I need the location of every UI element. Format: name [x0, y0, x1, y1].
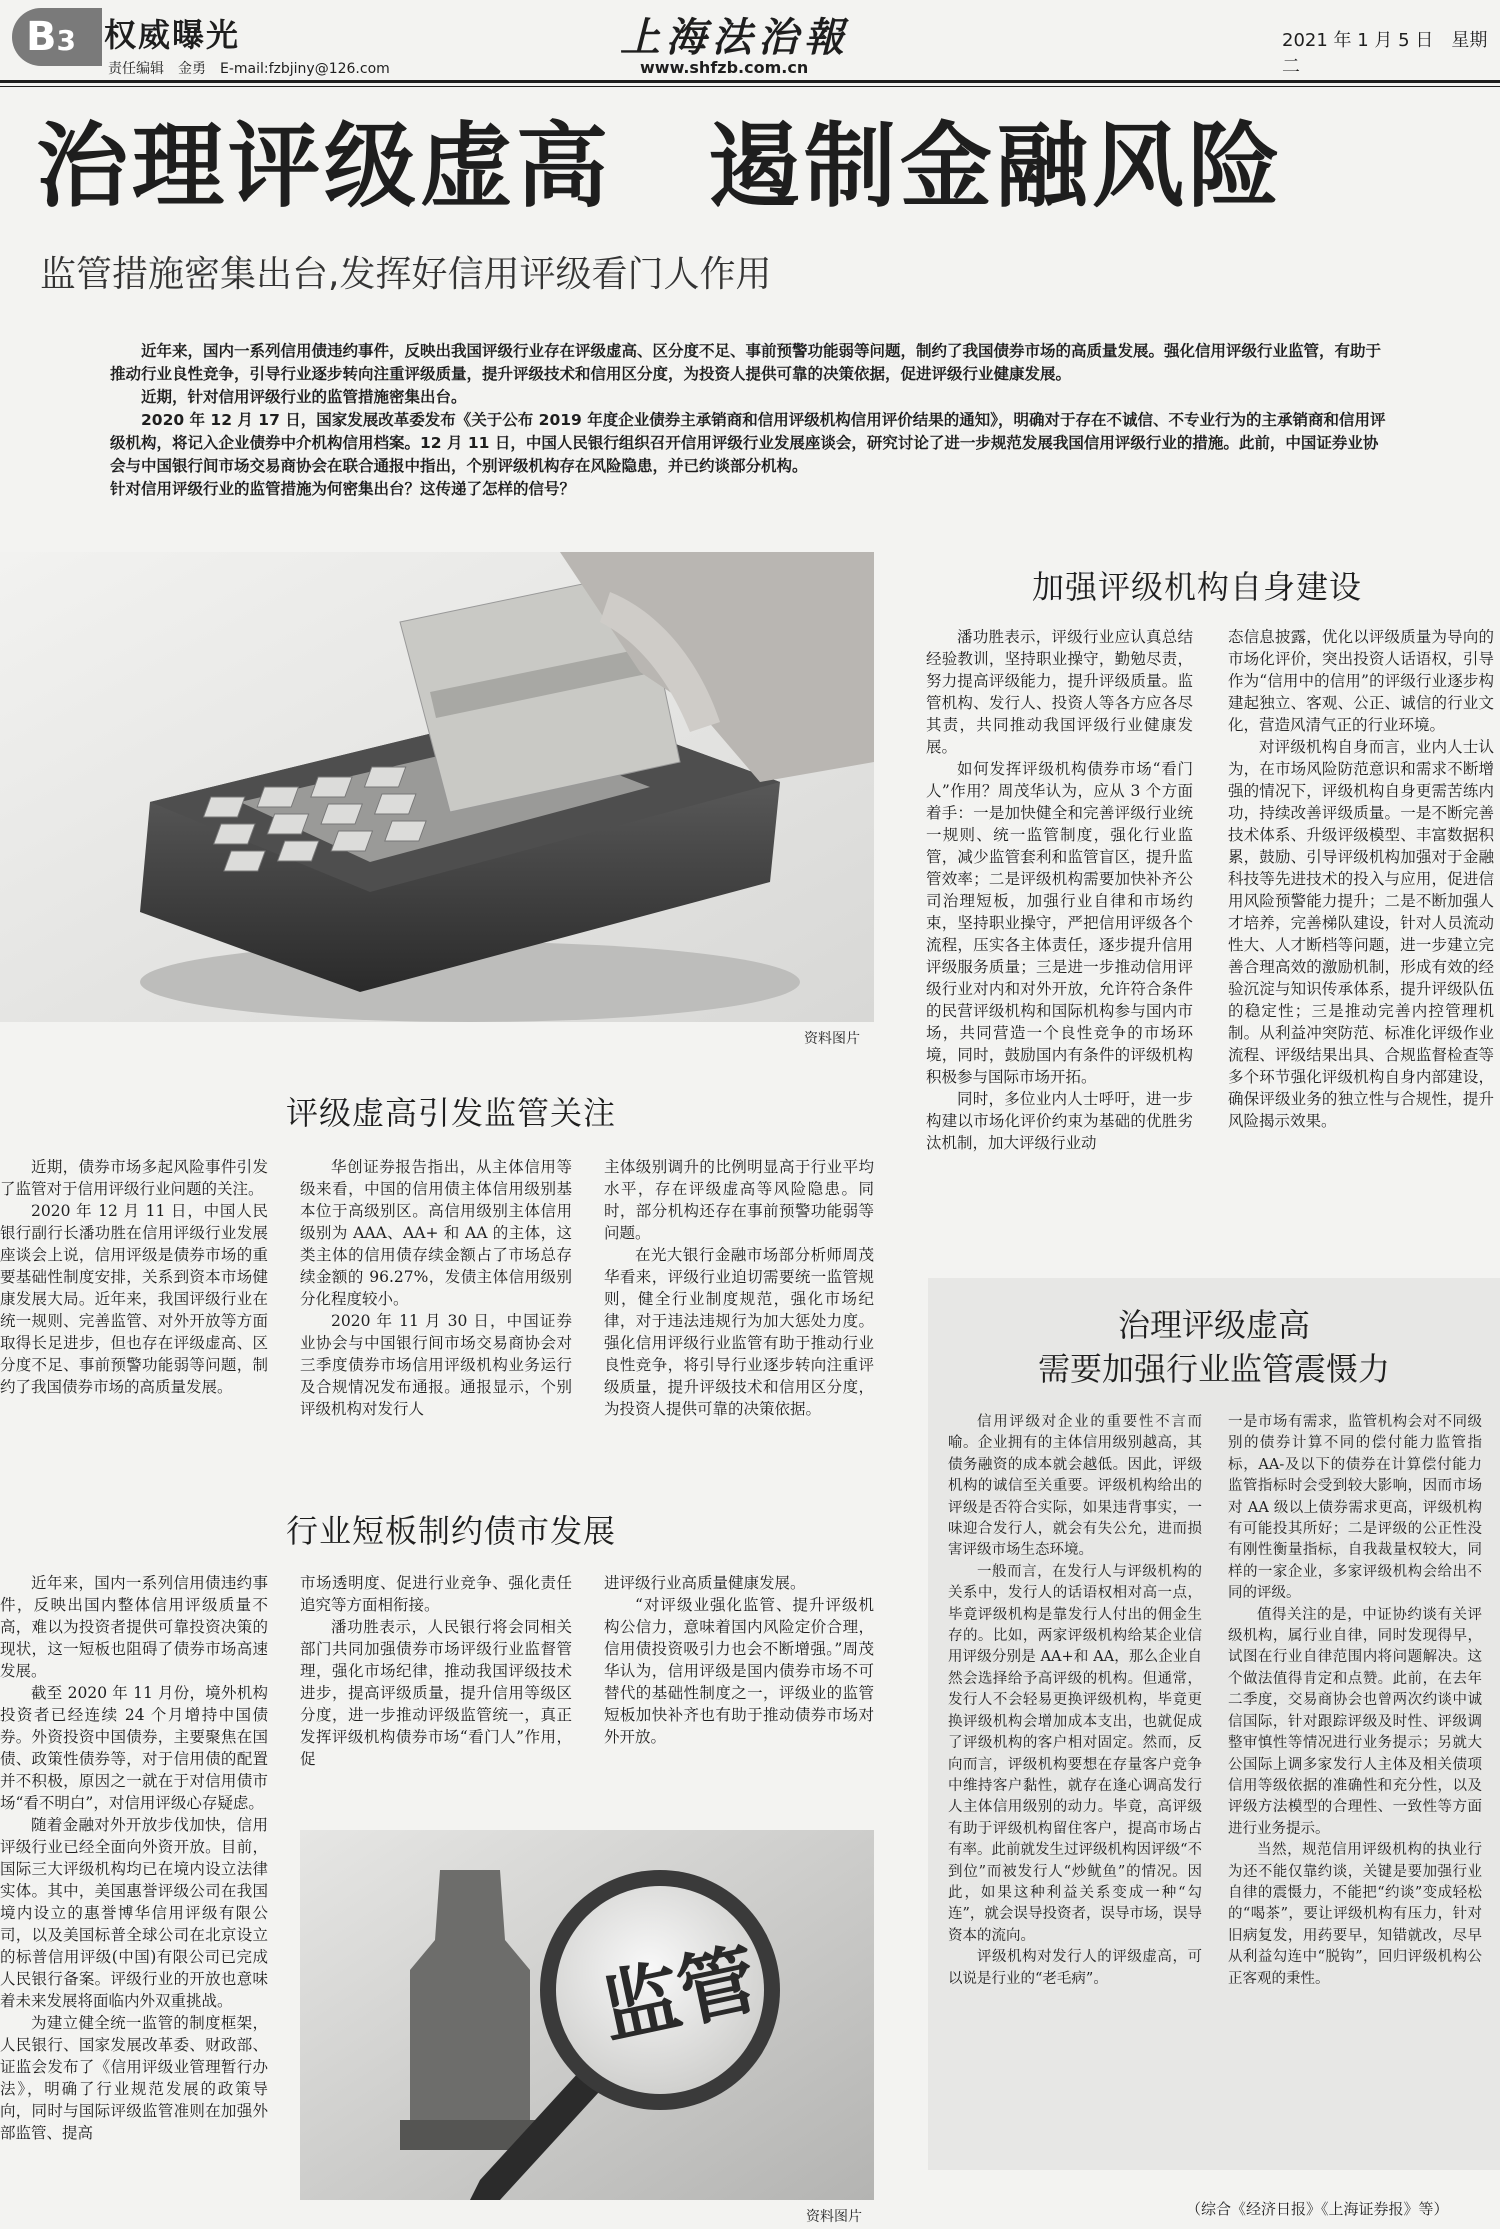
- s1-column-2: [300, 1156, 572, 1420]
- intro-paragraph: 2020 年 12 月 17 日，国家发展改革委发布《关于公布 2019 年度企业债券主承销商和信用评级机构信用评价结果的通知》，明确对于存在不诚信、不专业行为的主承销商和信用评级机构，将记入企业债券中介机构信用档案。12 月 11 日，中国人民银行组织召开信用评级行业发展座谈会，研究讨论了进一步规范发展我国信用评级行业的措施。此前，中国证券业协会与中国银行间市场交易商协会在联合通报中指出，个别评级机构存在风险隐患，并已约谈部分机构。: [110, 411, 1386, 475]
- section-name: 权威曝光: [104, 16, 241, 54]
- commentary-paragraph: 一般而言，在发行人与评级机构的关系中，发行人的话语权相对高一点，毕竟评级机构是靠发行人付出的佣金生存的。比如，两家评级机构给某企业信用评级分别是 AA+和 AA，那么企业自然会选择给予高评级的机构。但通常，发行人不会轻易更换评级机构，毕竟更换评级机构会增加成本支出，也就促成了评级机构的客户相对固定。然而，反向而言，评级机构要想在存量客户竞争中维持客户黏性，就存在逢心调高发行人主体信用级别的动力。毕竟，高评级有助于评级机构留住客户，提高市场占有率。此前就发生过评级机构因评级“不到位”而被发行人“炒鱿鱼”的情况。因此，如果这种利益关系变成一种“勾连”，就会误导投资者，误导市场，误导资本的流向。: [948, 1563, 1202, 1944]
- s2-column-1: [0, 1572, 268, 2144]
- s2-paragraph: 潘功胜表示，人民银行将会同相关部门共同加强债券市场评级行业监督管理，强化市场纪律，推动我国评级技术进步，提高评级质量，提升信用等级区分度，进一步推动评级监管统一，真正发挥评级机构债券市场“看门人”作用，促: [300, 1618, 572, 1768]
- s3-column-1: [926, 626, 1193, 1154]
- s1-paragraph: 近期，债券市场多起风险事件引发了监管对于信用评级行业问题的关注。: [0, 1158, 268, 1198]
- photo2-caption: 资料图片: [806, 2209, 862, 2225]
- editor-line: 责任编辑 金勇 E-mail:fzbjiny@126.com: [108, 61, 390, 77]
- s1-paragraph: 2020 年 12 月 11 日，中国人民银行副行长潘功胜在信用评级行业发展座谈会上说，信用评级是债券市场的重要基础性制度安排，关系到资本市场健康发展大局。近年来，我国评级行业在统一规则、完善监管、对外开放等方面取得长足进步，但也存在评级虚高、区分度不足、事前预警功能弱等问题，制约了我国债券市场的高质量发展。: [0, 1202, 268, 1396]
- intro-paragraph: 针对信用评级行业的监管措施为何密集出台？这传递了怎样的信号？: [110, 480, 576, 498]
- section-title-shortcomings: 行业短板制约债市发展: [286, 1512, 617, 1550]
- s2-column-2: [300, 1572, 572, 1770]
- s3-paragraph: 如何发挥评级机构债券市场“看门人”作用？周茂华认为，应从 3 个方面着手：一是加快健全和完善评级行业统一规则、统一监管制度，强化行业监管，减少监管套利和监管盲区，提升监管效率；二是评级机构需要加快补齐公司治理短板，加强行业自律和市场约束，坚持职业操守，严把信用评级各个流程，压实各主体责任，逐步提升信用评级服务质量；三是进一步推动信用评级行业对内和对外开放，允许符合条件的民营评级机构和国际机构参与国内市场，共同营造一个良性竞争的市场环境，同时，鼓励国内有条件的评级机构积极参与国际市场开拓。: [926, 760, 1193, 1086]
- commentary-box: [928, 1278, 1500, 2170]
- paper-logo: 上海法治報: [620, 14, 850, 61]
- s2-paragraph: 近年来，国内一系列信用债违约事件，反映出国内整体信用评级质量不高，难以为投资者提供可靠投资决策的现状，这一短板也阻碍了债券市场高速发展。: [0, 1574, 268, 1680]
- s2-paragraph: 截至 2020 年 11 月份，境外机构投资者已经连续 24 个月增持中国债券。外资投资中国债券，主要聚焦在国债、政策性债券等，对于信用债的配置并不积极，原因之一就在于对信用债市场“看不明白”，对信用评级心存疑虑。: [0, 1684, 268, 1812]
- s2-paragraph: 为建立健全统一监管的制度框架，人民银行、国家发展改革委、财政部、证监会发布了《信用评级业管理暂行办法》，明确了行业规范发展的政策导向，同时与国际评级监管准则在加强外部监管、提高: [0, 2014, 268, 2142]
- paper-url: www.shfzb.com.cn: [640, 58, 809, 77]
- headline: 治理评级虚高 遏制金融风险: [36, 113, 1285, 220]
- page-letter: B: [26, 14, 57, 60]
- s2-column-3: [604, 1572, 874, 1748]
- s2-paragraph: 随着金融对外开放步伐加快，信用评级行业已经全面向外资开放。目前，国际三大评级机构均已在境内设立法律实体。其中，美国惠誉评级公司在我国境内设立的惠誉博华信用评级有限公司，以及美国标普全球公司在北京设立的标普信用评级(中国)有限公司已完成人民银行备案。评级行业的开放也意味着未来发展将面临内外双重挑战。: [0, 1816, 268, 2010]
- source-note: （综合《经济日报》《上海证券报》等）: [1186, 2200, 1449, 2218]
- intro-text: [110, 340, 1392, 501]
- s2-paragraph: 市场透明度、促进行业竞争、强化责任追究等方面相衔接。: [300, 1574, 572, 1614]
- page-number-badge: [12, 8, 102, 66]
- s1-paragraph: 在光大银行金融市场部分析师周茂华看来，评级行业迫切需要统一监管规则，健全行业制度规范，强化市场纪律，对于违法违规行为加大惩处力度。强化信用评级行业监管有助于推动行业良性竞争，将引导行业逐步转向注重评级质量，提升评级技术和信用区分度，为投资人提供可靠的决策依据。: [604, 1246, 874, 1418]
- subheadline: 监管措施密集出台,发挥好信用评级看门人作用: [40, 254, 772, 295]
- masthead-rule: [0, 80, 1500, 83]
- magnifier-illustration: [300, 1830, 874, 2200]
- commentary-paragraph: 值得关注的是，中证协约谈有关评级机构，属行业自律，同时发现得早，试图在行业自律范围内将问题解决。这个做法值得肯定和点赞。此前，在去年二季度，交易商协会也曾两次约谈中诚信国际，针对跟踪评级及时性、评级调整审慎性等情况进行业务提示；另就大公国际上调多家发行人主体及相关债项信用等级依据的准确性和充分性，以及评级方法模型的合理性、一致性等方面进行业务提示。: [1228, 1606, 1482, 1837]
- commentary-paragraph: 评级机构对发行人的评级虚高，可以说是行业的“老毛病”。: [948, 1949, 1202, 1987]
- photo1-caption: 资料图片: [804, 1031, 860, 1047]
- commentary-paragraph: 信用评级对企业的重要性不言而喻。企业拥有的主体信用级别越高，其债务融资的成本就会越低。因此，评级机构的诚信至关重要。评级机构给出的评级是否符合实际，如果违背事实，一味迎合发行人，就会有失公允，进而损害评级市场生态环境。: [948, 1414, 1202, 1559]
- magnifier-photo: [300, 1830, 874, 2200]
- commentary-column-2: [1228, 1412, 1482, 1990]
- section-title-strengthen: 加强评级机构自身建设: [1032, 568, 1363, 606]
- card-terminal-photo: [0, 552, 874, 1022]
- commentary-column-1: [948, 1412, 1202, 1990]
- s3-paragraph: 同时，多位业内人士呼吁，进一步构建以市场化评价约束为基础的优胜劣汰机制，加大评级行业动: [926, 1090, 1193, 1152]
- s3-paragraph: 对评级机构自身而言，业内人士认为，在市场风险防范意识和需求不断增强的情况下，评级机构自身更需苦练内功，持续改善评级质量。一是不断完善技术体系、升级评级模型、丰富数据积累，鼓励、引导评级机构加强对于金融科技等先进技术的投入与应用，促进信用风险预警能力提升；二是不断加强人才培养，完善梯队建设，针对人员流动性大、人才断档等问题，进一步建立完善合理高效的激励机制，形成有效的经验沉淀与知识传承体系，提升评级队伍的稳定性；三是推动完善内控管理机制。从利益冲突防范、标准化评级作业流程、评级结果出具、合规监督检查等多个环节强化评级机构自身内部建设，确保评级业务的独立性与合规性，提升风险揭示效果。: [1228, 738, 1494, 1130]
- magnifier-sign-text: 监管: [593, 1934, 766, 2056]
- s3-column-2: [1228, 626, 1494, 1132]
- intro-paragraph: 近期，针对信用评级行业的监管措施密集出台。: [141, 388, 467, 406]
- page-num: 3: [56, 24, 76, 57]
- intro-paragraph: 近年来，国内一系列信用债违约事件，反映出我国评级行业存在评级虚高、区分度不足、事前预警功能弱等问题，制约了我国债券市场的高质量发展。强化信用评级行业监管，有助于推动行业良性竞争，引导行业逐步转向注重评级质量，提升评级技术和信用区分度，为投资人提供可靠的决策依据，促进评级行业健康发展。: [110, 342, 1382, 383]
- commentary-title-line1: 治理评级虚高: [1117, 1306, 1310, 1344]
- publication-date: 2021 年 1 月 5 日 星期二: [1282, 30, 1488, 77]
- commentary-paragraph: 一是市场有需求，监管机构会对不同级别的债券计算不同的偿付能力监管指标，AA-及以下的债券在计算偿付能力监管指标时会受到较大影响，因而市场对 AA 级以上债券需求更高，评级机构有可能投其所好；二是评级的公正性没有刚性衡量指标，自我裁量权较大，同样的一家企业，多家评级机构会给出不同的评级。: [1228, 1414, 1482, 1602]
- s3-paragraph: 潘功胜表示，评级行业应认真总结经验教训，坚持职业操守，勤勉尽责，努力提高评级能力，提升评级质量。监管机构、发行人、投资人等各方应各尽其责，共同推动我国评级行业健康发展。: [926, 628, 1193, 756]
- commentary-paragraph: 当然，规范信用评级机构的执业行为还不能仅靠约谈，关键是要加强行业自律的震慑力，不能把“约谈”变成轻松的“喝茶”，要让评级机构有压力，针对旧病复发，用药要早，知错就改，尽早从利益勾连中“脱钩”，回归评级机构公正客观的秉性。: [1228, 1842, 1482, 1987]
- s1-column-3: [604, 1156, 874, 1420]
- s3-paragraph: 态信息披露，优化以评级质量为导向的市场化评价，突出投资人话语权，引导作为“信用中的信用”的评级行业逐步构建起独立、客观、公正、诚信的行业文化，营造风清气正的行业环境。: [1228, 628, 1494, 734]
- card-terminal-illustration: [0, 552, 874, 1022]
- masthead-rule-thin: [0, 86, 1500, 87]
- s1-paragraph: 2020 年 11 月 30 日，中国证券业协会与中国银行间市场交易商协会对三季度债券市场信用评级机构业务运行及合规情况发布通报。通报显示，个别评级机构对发行人: [300, 1312, 572, 1418]
- section-title-inflated-ratings: 评级虚高引发监管关注: [286, 1094, 617, 1132]
- s2-paragraph: “对评级业强化监管、提升评级机构公信力，意味着国内风险定价合理，信用债投资吸引力也会不断增强。”周茂华认为，信用评级是国内债券市场不可替代的基础性制度之一，评级业的监管短板加快补齐也有助于推动债券市场对外开放。: [604, 1596, 874, 1746]
- s1-column-1: [0, 1156, 268, 1398]
- s1-paragraph: 华创证券报告指出，从主体信用等级来看，中国的信用债主体信用级别基本位于高级别区。高信用级别主体信用级别为 AAA、AA+ 和 AA 的主体，这类主体的信用债存续金额占了市场总存续金额的 96.27%，发债主体信用级别分化程度较小。: [300, 1158, 572, 1308]
- s2-paragraph: 进评级行业高质量健康发展。: [604, 1574, 806, 1592]
- commentary-title-line2: 需要加强行业监管震慑力: [1037, 1350, 1390, 1388]
- s1-paragraph: 主体级别调升的比例明显高于行业平均水平，存在评级虚高等风险隐患。同时，部分机构还存在事前预警功能弱等问题。: [604, 1158, 874, 1242]
